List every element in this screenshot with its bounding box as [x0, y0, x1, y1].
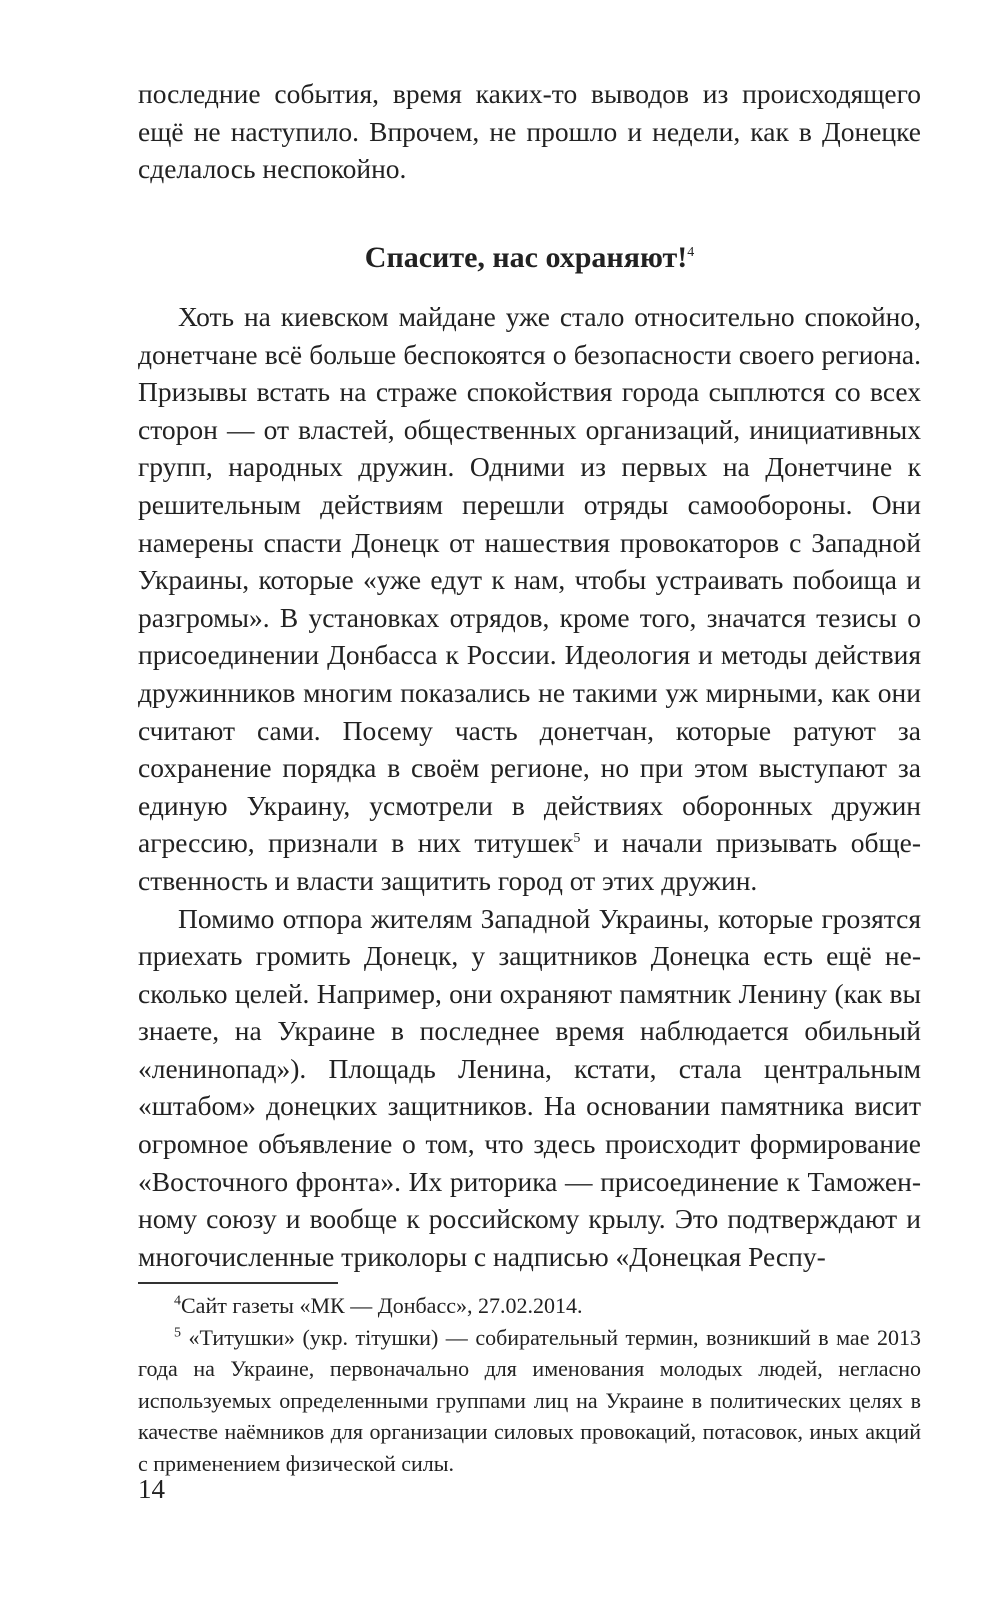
footnote-divider	[138, 1282, 338, 1284]
section-body	[138, 298, 921, 1275]
lead-paragraph-text: последние события, время каких-то выводов из происходящего ещё не наступило. Впрочем, не прошло и недели, как в Донецке сделалось неспокойно.	[138, 78, 921, 185]
footnote-4-mark: 4	[174, 1293, 181, 1309]
footnote-5	[138, 1322, 921, 1480]
section-title-footnote-ref: 4	[687, 245, 695, 260]
footnote-4-text: Сайт газеты «МК — Донбасс», 27.02.2014.	[181, 1293, 583, 1318]
lead-paragraph	[138, 75, 921, 188]
footnote-5-mark: 5	[174, 1325, 181, 1341]
body-paragraph-1-text-continued: и начали призывать общественность и власти защитить город от этих дружин.	[138, 827, 921, 896]
body-paragraph-1	[138, 298, 921, 900]
body-paragraph-2-text: Помимо отпора жителям Западной Украины, которые грозятся приехать громить Донецк, у защитников Донецка есть ещё несколько целей. Например, они охраняют памятник Ленину (как вы знаете, на Украине в последнее время наблюдается обильный «ленинопад»). Площадь Ленина, кстати, стала центральным «штабом» донецких защитников. На основании памятника висит огромное объявление о том, что здесь происходит формирование «Восточного фронта». Их риторика — присоединение к Таможенному союзу и вообще к российскому крылу. Это подтверждают и многочисленные триколоры с надписью «Донецкая Респу-	[138, 902, 921, 1272]
section-title: Спасите, нас охраняют!	[364, 241, 688, 274]
body-paragraph-2	[138, 900, 921, 1276]
body-paragraph-1-text: Хоть на киевском майдане уже стало относительно спокойно, донетчане всё больше беспокоятся о безопасности своего региона. Призывы встать на страже спокойствия города сыплются со всех сторон — от властей, общественных организаций, инициативных групп, народных дружин. Одними из первых на Донетчине к решительным действиям перешли отряды самообороны. Они намерены спасти Донецк от нашествия провокаторов с Западной Украины, которые «уже едут к нам, чтобы устраивать побоища и разгромы». В установках отрядов, кроме того, значатся тезисы о присоединении Донбасса к России. Идеология и методы действия дружинников многим показались не такими уж мирными, как они считают сами. Посему часть донетчан, которые ратуют за сохранение порядка в своём регионе, но при этом выступают за единую Украину, усмотрели в действиях оборонных дружин агрессию, признали в них титушек	[138, 301, 921, 859]
footnote-ref-5: 5	[573, 831, 581, 847]
footnotes	[138, 1290, 921, 1479]
footnote-4	[138, 1290, 921, 1322]
page-number: 14	[138, 1474, 165, 1504]
section-heading	[138, 238, 921, 278]
footnote-5-text: «Титушки» (укр. тітушки) — собирательный термин, возникший в мае 2013 года на Украине, первоначально для именования молодых людей, негласно используемых определенными группами лиц на Украине в политических целях в качестве наёмников для организации силовых провокаций, потасовок, иных акций с применением физической силы.	[138, 1324, 921, 1476]
